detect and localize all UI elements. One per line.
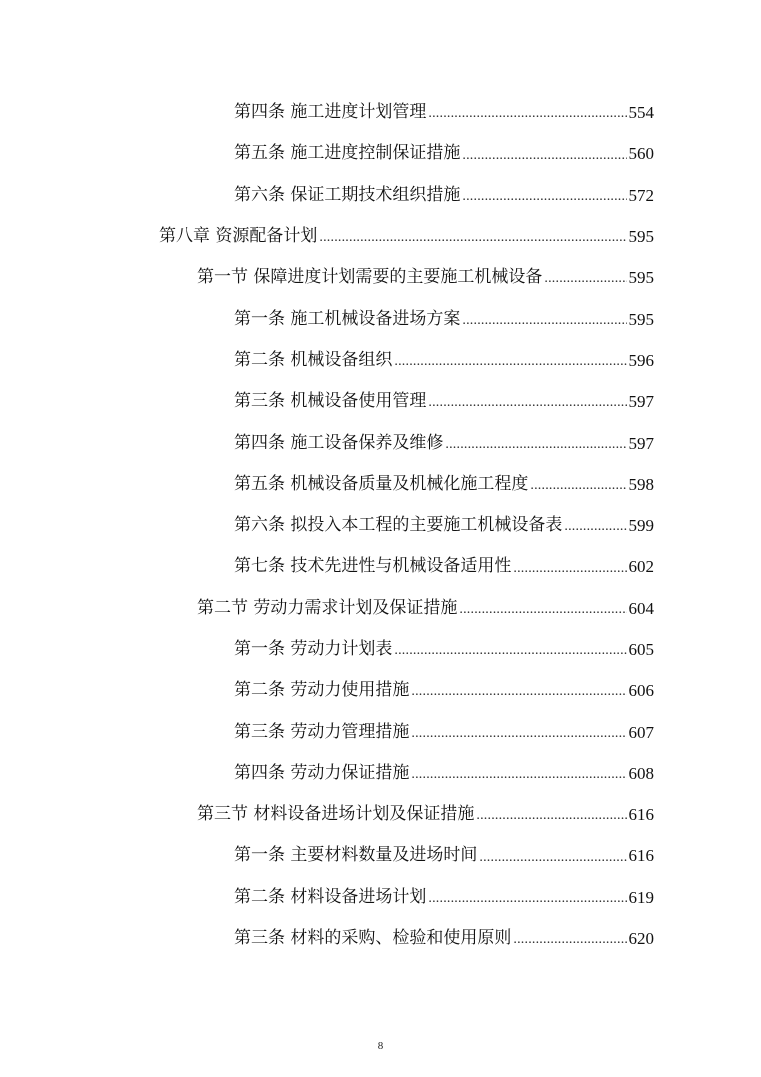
toc-dot-leader bbox=[513, 562, 626, 588]
toc-entry[interactable] bbox=[0, 340, 761, 381]
toc-entry-page: 605 bbox=[628, 640, 654, 659]
toc-dot-leader bbox=[445, 438, 626, 464]
toc-dot-leader bbox=[544, 272, 626, 298]
toc-entry-page: 620 bbox=[628, 929, 654, 949]
toc-entry-section[interactable] bbox=[0, 588, 761, 629]
toc-entry-page: 599 bbox=[628, 516, 654, 536]
toc-dot-leader bbox=[462, 149, 626, 175]
toc-entry-title: 第一条 主要材料数量及进场时间 bbox=[234, 845, 478, 866]
toc-dot-leader bbox=[530, 479, 626, 505]
toc-entry-title: 第五条 机械设备质量及机械化施工程度 bbox=[234, 473, 529, 494]
toc-dot-leader bbox=[462, 190, 626, 216]
toc-entry-title: 第三条 劳动力管理措施 bbox=[234, 721, 410, 742]
toc-entry[interactable] bbox=[0, 298, 761, 339]
toc-entry-page: 595 bbox=[628, 227, 654, 247]
toc-entry-title: 第四条 施工进度计划管理 bbox=[234, 102, 427, 123]
toc-entry-title: 第三条 机械设备使用管理 bbox=[234, 391, 427, 412]
toc-entry-page: 598 bbox=[628, 474, 654, 494]
toc-dot-leader bbox=[462, 314, 626, 340]
toc-dot-leader bbox=[428, 396, 626, 422]
footer-page-number: 8 bbox=[377, 1040, 384, 1052]
toc-entry-page: 616 bbox=[628, 805, 654, 825]
toc-dot-leader bbox=[411, 685, 626, 711]
toc-entry-page: 602 bbox=[628, 557, 654, 577]
toc-dot-leader bbox=[476, 809, 626, 835]
toc-entry[interactable] bbox=[0, 175, 761, 216]
toc-entry-title: 第一条 施工机械设备进场方案 bbox=[234, 308, 461, 329]
toc-entry-page: 616 bbox=[628, 846, 654, 866]
toc-entry-page: 608 bbox=[628, 763, 654, 783]
toc-entry-title: 第六条 保证工期技术组织措施 bbox=[234, 184, 461, 205]
toc-dot-leader bbox=[513, 933, 626, 959]
toc-entry-page: 560 bbox=[628, 144, 654, 164]
toc-entry-title: 第五条 施工进度控制保证措施 bbox=[234, 143, 461, 164]
toc-entry[interactable] bbox=[0, 877, 761, 918]
toc-entry[interactable] bbox=[0, 546, 761, 587]
toc-dot-leader bbox=[459, 603, 626, 629]
toc-dot-leader bbox=[428, 107, 626, 133]
toc-entry-title: 第六条 拟投入本工程的主要施工机械设备表 bbox=[234, 515, 563, 536]
toc-entry-title: 第七条 技术先进性与机械设备适用性 bbox=[234, 556, 512, 577]
toc-entry-title: 第三条 材料的采购、检验和使用原则 bbox=[234, 928, 512, 949]
toc-entry[interactable] bbox=[0, 711, 761, 752]
toc-entry-title: 第四条 施工设备保养及维修 bbox=[234, 432, 444, 453]
toc-entry-page: 606 bbox=[628, 681, 654, 701]
toc-entry-page: 596 bbox=[628, 350, 654, 370]
toc-entry[interactable] bbox=[0, 381, 761, 422]
toc-entry-page: 595 bbox=[628, 268, 654, 288]
toc-entry[interactable] bbox=[0, 629, 761, 670]
toc-dot-leader bbox=[564, 520, 626, 546]
toc-entry-title: 第一条 劳动力计划表 bbox=[234, 639, 393, 659]
toc-dot-leader bbox=[479, 851, 626, 877]
toc-dot-leader bbox=[319, 231, 626, 257]
toc-entry-title: 第一节 保障进度计划需要的主要施工机械设备 bbox=[197, 267, 543, 288]
toc-entry-page: 607 bbox=[628, 722, 654, 742]
toc-dot-leader bbox=[394, 644, 626, 670]
toc-entry-chapter[interactable] bbox=[0, 216, 761, 257]
toc-entry[interactable] bbox=[0, 753, 761, 794]
toc-dot-leader bbox=[411, 727, 626, 753]
toc-dot-leader bbox=[428, 892, 626, 918]
toc-entry-page: 597 bbox=[628, 392, 654, 412]
toc-entry[interactable] bbox=[0, 505, 761, 546]
toc-dot-leader bbox=[411, 768, 626, 794]
toc-entry-title: 第二条 材料设备进场计划 bbox=[234, 886, 427, 907]
toc-entry-page: 619 bbox=[628, 887, 654, 907]
toc-entry-page: 554 bbox=[628, 103, 654, 123]
toc-entry-page: 572 bbox=[628, 185, 654, 205]
toc-entry[interactable] bbox=[0, 918, 761, 959]
toc-entry-section[interactable] bbox=[0, 794, 761, 835]
toc-entry[interactable] bbox=[0, 464, 761, 505]
toc-entry-title: 第三节 材料设备进场计划及保证措施 bbox=[197, 804, 475, 825]
toc-entry-page: 595 bbox=[628, 309, 654, 329]
table-of-contents bbox=[0, 92, 761, 959]
toc-entry-page: 604 bbox=[628, 598, 654, 618]
toc-dot-leader bbox=[394, 355, 626, 381]
toc-entry[interactable] bbox=[0, 422, 761, 463]
toc-entry[interactable] bbox=[0, 835, 761, 876]
toc-entry-title: 第二条 劳动力使用措施 bbox=[234, 680, 410, 701]
toc-entry[interactable] bbox=[0, 92, 761, 133]
toc-entry-title: 第二条 机械设备组织 bbox=[234, 349, 393, 370]
toc-entry-page: 597 bbox=[628, 433, 654, 453]
toc-entry[interactable] bbox=[0, 133, 761, 174]
toc-entry-title: 第四条 劳动力保证措施 bbox=[234, 762, 410, 783]
toc-entry-title: 第八章 资源配备计划 bbox=[159, 226, 318, 247]
toc-entry-title: 第二节 劳动力需求计划及保证措施 bbox=[197, 597, 458, 618]
toc-entry[interactable] bbox=[0, 670, 761, 711]
toc-entry-section[interactable] bbox=[0, 257, 761, 298]
